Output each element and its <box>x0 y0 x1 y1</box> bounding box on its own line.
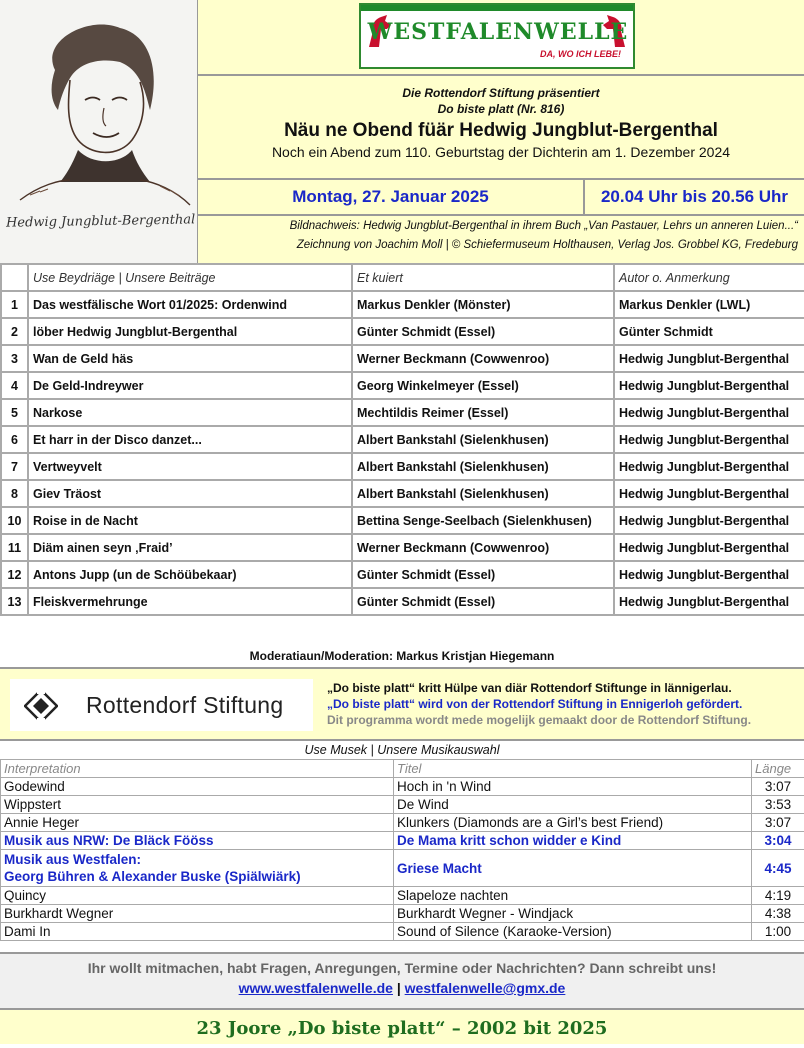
table-row <box>1 814 804 832</box>
track-length: 1:00 <box>752 923 804 941</box>
track-length: 3:53 <box>752 796 804 814</box>
table-row <box>1 399 804 426</box>
item-number: 10 <box>1 507 28 534</box>
item-author: Günter Schmidt <box>614 318 804 345</box>
table-row-highlighted <box>1 850 804 887</box>
item-number: 2 <box>1 318 28 345</box>
item-speaker: Albert Bankstahl (Sielenkhusen) <box>352 453 614 480</box>
track-title: Burkhardt Wegner - Windjack <box>394 905 752 923</box>
item-speaker: Mechtildis Reimer (Essel) <box>352 399 614 426</box>
sponsor-line-german: „Do biste platt“ wird von der Rottendorf Stiftung in Ennigerloh gefördert. <box>327 696 751 712</box>
anniversary-banner: 23 Joore „Do biste platt“ – 2002 bit 2025 <box>0 1008 804 1044</box>
item-title: Fleiskvermehrunge <box>28 588 352 615</box>
item-title: Narkose <box>28 399 352 426</box>
show-title-area <box>198 76 804 180</box>
track-title: Slapeloze nachten <box>394 887 752 905</box>
item-speaker: Markus Denkler (Mönster) <box>352 291 614 318</box>
sponsor-panel <box>0 669 804 741</box>
item-speaker: Günter Schmidt (Essel) <box>352 318 614 345</box>
presents-line: Die Rottendorf Stiftung präsentiert <box>198 86 804 100</box>
sponsor-line-dutch: Dit programma wordt mede mogelijk gemaakt door de Rottendorf Stiftung. <box>327 712 751 728</box>
item-author: Hedwig Jungblut-Bergenthal <box>614 399 804 426</box>
item-speaker: Albert Bankstahl (Sielenkhusen) <box>352 426 614 453</box>
track-title: Sound of Silence (Karaoke-Version) <box>394 923 752 941</box>
item-title: Diäm ainen seyn ‚Fraid’ <box>28 534 352 561</box>
item-title: Et harr in der Disco danzet... <box>28 426 352 453</box>
website-link[interactable]: www.westfalenwelle.de <box>239 980 393 996</box>
item-number: 11 <box>1 534 28 561</box>
music-header-row <box>1 760 804 778</box>
credit-line-1: Bildnachweis: Hedwig Jungblut-Bergenthal in ihrem Buch „Van Pastauer, Lehrs un anneren Luien...“ <box>198 217 798 236</box>
item-speaker: Werner Beckmann (Cowwenroo) <box>352 345 614 372</box>
item-speaker: Georg Winkelmeyer (Essel) <box>352 372 614 399</box>
broadcast-date: Montag, 27. Januar 2025 <box>198 180 585 214</box>
item-number: 6 <box>1 426 28 453</box>
item-author: Hedwig Jungblut-Bergenthal <box>614 561 804 588</box>
item-number: 3 <box>1 345 28 372</box>
item-title: Antons Jupp (un de Schöübekaar) <box>28 561 352 588</box>
date-time-row <box>198 180 804 216</box>
rottendorf-logo-text: Rottendorf Stiftung <box>86 692 283 719</box>
program-header-row <box>1 264 804 291</box>
track-length: 4:19 <box>752 887 804 905</box>
track-title: Klunkers (Diamonds are a Girl’s best Friend) <box>394 814 752 832</box>
track-artist-line-2: Georg Bühren & Alexander Buske (Spiälwiärk) <box>4 868 390 885</box>
show-title: Näu ne Obend füär Hedwig Jungblut-Bergenthal <box>198 120 804 142</box>
item-title: löber Hedwig Jungblut-Bergenthal <box>28 318 352 345</box>
item-speaker: Albert Bankstahl (Sielenkhusen) <box>352 480 614 507</box>
item-title: Wan de Geld häs <box>28 345 352 372</box>
table-row <box>1 796 804 814</box>
track-artist: Wippstert <box>1 796 394 814</box>
table-row-highlighted <box>1 832 804 850</box>
track-title: De Wind <box>394 796 752 814</box>
portrait-drawing <box>0 0 199 263</box>
item-author: Hedwig Jungblut-Bergenthal <box>614 345 804 372</box>
music-section-title: Use Musek | Unsere Musikauswahl <box>0 741 804 759</box>
track-length: 3:07 <box>752 814 804 832</box>
track-length: 4:38 <box>752 905 804 923</box>
track-artist <box>1 850 394 887</box>
program-header-contribution: Use Beydriäge | Unsere Beiträge <box>28 264 352 291</box>
item-author: Markus Denkler (LWL) <box>614 291 804 318</box>
item-speaker: Günter Schmidt (Essel) <box>352 588 614 615</box>
email-link[interactable]: westfalenwelle@gmx.de <box>405 980 566 996</box>
item-author: Hedwig Jungblut-Bergenthal <box>614 426 804 453</box>
diamond-logo-icon <box>24 689 58 723</box>
table-row <box>1 507 804 534</box>
item-speaker: Werner Beckmann (Cowwenroo) <box>352 534 614 561</box>
program-header-author: Autor o. Anmerkung <box>614 264 804 291</box>
track-title: Griese Macht <box>394 850 752 887</box>
item-title: Roise in de Nacht <box>28 507 352 534</box>
item-author: Hedwig Jungblut-Bergenthal <box>614 534 804 561</box>
track-title: De Mama kritt schon widder e Kind <box>394 832 752 850</box>
item-number: 4 <box>1 372 28 399</box>
track-artist: Dami In <box>1 923 394 941</box>
table-row <box>1 318 804 345</box>
link-separator: | <box>397 980 401 996</box>
sponsor-text <box>327 680 751 728</box>
westfalenwelle-logo[interactable] <box>359 3 635 69</box>
contact-links <box>0 980 804 996</box>
program-header-num <box>1 264 28 291</box>
image-credit <box>198 217 798 255</box>
track-artist: Burkhardt Wegner <box>1 905 394 923</box>
track-artist: Annie Heger <box>1 814 394 832</box>
item-author: Hedwig Jungblut-Bergenthal <box>614 480 804 507</box>
item-speaker: Günter Schmidt (Essel) <box>352 561 614 588</box>
table-row <box>1 778 804 796</box>
item-title: Giev Träost <box>28 480 352 507</box>
item-title: Das westfälische Wort 01/2025: Ordenwind <box>28 291 352 318</box>
credit-line-2: Zeichnung von Joachim Moll | © Schiefermuseum Holthausen, Verlag Jos. Grobbel KG, Fredeburg <box>198 236 798 255</box>
logo-area <box>198 0 804 76</box>
contact-panel <box>0 952 804 1008</box>
item-author: Hedwig Jungblut-Bergenthal <box>614 372 804 399</box>
item-number: 5 <box>1 399 28 426</box>
contact-question: Ihr wollt mitmachen, habt Fragen, Anregungen, Termine oder Nachrichten? Dann schreibt uns! <box>0 960 804 976</box>
table-row <box>1 372 804 399</box>
program-table <box>0 263 804 616</box>
portrait-signature: Hedwig Jungblut-Bergenthal <box>6 212 195 230</box>
table-row <box>1 291 804 318</box>
item-number: 12 <box>1 561 28 588</box>
table-row <box>1 453 804 480</box>
item-title: De Geld-Indreywer <box>28 372 352 399</box>
sponsor-line-plattdeutsch: „Do biste platt“ kritt Hülpe van diär Rottendorf Stiftunge in lännigerlau. <box>327 680 751 696</box>
logo-name: WESTFALENWELLE <box>367 19 629 45</box>
track-title: Hoch in 'n Wind <box>394 778 752 796</box>
music-header-length: Länge <box>752 760 804 778</box>
table-row <box>1 923 804 941</box>
item-number: 13 <box>1 588 28 615</box>
track-length: 4:45 <box>752 850 804 887</box>
track-artist-line-1: Musik aus Westfalen: <box>4 851 390 868</box>
table-row <box>1 588 804 615</box>
header-panel <box>198 0 804 263</box>
table-row <box>1 887 804 905</box>
table-row <box>1 905 804 923</box>
logo-slogan: DA, WO ICH LEBE! <box>540 49 621 59</box>
logo-top-bar <box>361 5 633 11</box>
broadcast-time: 20.04 Uhr bis 20.56 Uhr <box>585 180 804 214</box>
item-author: Hedwig Jungblut-Bergenthal <box>614 588 804 615</box>
item-title: Vertweyvelt <box>28 453 352 480</box>
moderation-line: Moderatiaun/Moderation: Markus Kristjan Hiegemann <box>0 645 804 669</box>
track-artist: Godewind <box>1 778 394 796</box>
rottendorf-logo[interactable] <box>10 679 313 731</box>
item-speaker: Bettina Senge-Seelbach (Sielenkhusen) <box>352 507 614 534</box>
music-table <box>0 759 804 941</box>
table-row <box>1 345 804 372</box>
track-length: 3:07 <box>752 778 804 796</box>
track-artist: Musik aus NRW: De Bläck Fööss <box>1 832 394 850</box>
show-subtitle: Noch ein Abend zum 110. Geburtstag der Dichterin am 1. Dezember 2024 <box>198 144 804 160</box>
music-header-title: Titel <box>394 760 752 778</box>
table-row <box>1 534 804 561</box>
music-header-artist: Interpretation <box>1 760 394 778</box>
item-number: 1 <box>1 291 28 318</box>
table-row <box>1 561 804 588</box>
table-row <box>1 426 804 453</box>
program-header-speaker: Et kuiert <box>352 264 614 291</box>
item-number: 7 <box>1 453 28 480</box>
track-length: 3:04 <box>752 832 804 850</box>
series-line: Do biste platt (Nr. 816) <box>198 102 804 116</box>
item-number: 8 <box>1 480 28 507</box>
table-row <box>1 480 804 507</box>
track-artist: Quincy <box>1 887 394 905</box>
item-author: Hedwig Jungblut-Bergenthal <box>614 507 804 534</box>
item-author: Hedwig Jungblut-Bergenthal <box>614 453 804 480</box>
